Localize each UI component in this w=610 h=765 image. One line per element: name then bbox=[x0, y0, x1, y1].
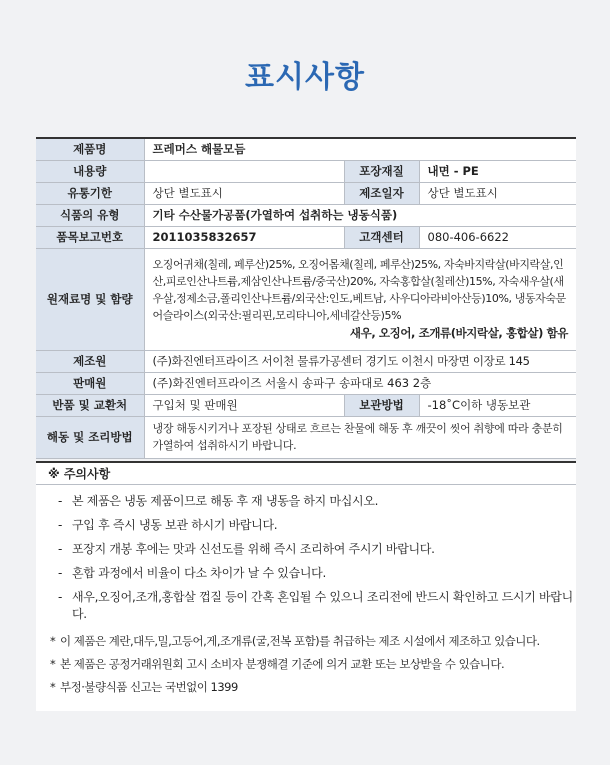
row-product-name bbox=[36, 138, 576, 160]
row-seller bbox=[36, 372, 576, 394]
manufacture-date-value: 상단 별도표시 bbox=[419, 182, 576, 204]
row-content bbox=[36, 160, 576, 182]
content-value bbox=[144, 160, 344, 182]
packaging-label: 포장재질 bbox=[344, 160, 419, 182]
ingredients-label: 원재료명 및 함량 bbox=[36, 248, 144, 350]
dash-bullet: - bbox=[58, 518, 63, 532]
product-name-label: 제품명 bbox=[36, 138, 144, 160]
page-title: 표시사항 bbox=[245, 60, 365, 95]
packaging-value: 내면 - PE bbox=[419, 160, 576, 182]
dash-bullet: - bbox=[58, 590, 63, 604]
row-report-no bbox=[36, 226, 576, 248]
asterisk-icon: * bbox=[50, 680, 56, 694]
report-no-label: 품목보고번호 bbox=[36, 226, 144, 248]
notice-item: - 본 제품은 냉동 제품이므로 해동 후 재 냉동을 하지 마십시오. bbox=[58, 494, 379, 508]
row-manufacturer bbox=[36, 350, 576, 372]
seller-value: (주)화진엔터프라이즈 서울시 송파구 송파대로 463 2층 bbox=[144, 372, 576, 394]
report-no-value: 2011035832657 bbox=[144, 226, 344, 248]
manufacturer-value: (주)화진엔터프라이즈 서이천 물류가공센터 경기도 이천시 마장면 이장로 145 bbox=[144, 350, 576, 372]
storage-label: 보관방법 bbox=[344, 394, 419, 416]
customer-center-value: 080-406-6622 bbox=[419, 226, 576, 248]
asterisk-icon: * bbox=[50, 634, 56, 648]
notice-item: - 구입 후 즉시 냉동 보관 하시기 바랍니다. bbox=[58, 518, 278, 532]
allergen-text: 새우, 오징어, 조개류(바지락살, 홍합살) 함유 bbox=[349, 326, 569, 340]
food-type-label: 식품의 유형 bbox=[36, 204, 144, 226]
cooking-value: 냉장 해동시키거나 포장된 상태로 흐르는 찬물에 해동 후 깨끗이 씻어 취향에 따라 충분히 가열하여 섭취하시기 바랍니다. bbox=[144, 416, 576, 458]
manufacturer-label: 제조원 bbox=[36, 350, 144, 372]
food-type-value: 기타 수산물가공품(가열하여 섭취하는 냉동식품) bbox=[144, 204, 576, 226]
footnote: * 본 제품은 공정거래위원회 고시 소비자 분쟁해결 기준에 의거 교환 또는 보상받을 수 있습니다. bbox=[50, 657, 505, 671]
seller-label: 판매원 bbox=[36, 372, 144, 394]
product-info-table bbox=[36, 137, 576, 459]
row-returns bbox=[36, 394, 576, 416]
ingredients-text: 오징어귀채(칠레, 페루산)25%, 오징어몸채(칠레, 페루산)25%, 자숙바지락살(바지락살,인산,피로인산나트륨,제삼인산나트륨/중국산)20%, 자숙홍합살(칠레산)15%, 자숙새우살(새우살,정제소금,폴리인산나트륨/외국산:인도,베트남, 사우디아라비아산등)10%, 냉동자숙문어슬라이스(외국산:필리핀,모리타니아,세네갈산등)5% bbox=[152, 258, 566, 322]
returns-value: 구입처 및 판매원 bbox=[144, 394, 344, 416]
notice-item: - 포장지 개봉 후에는 맛과 신선도를 위해 즉시 조리하여 주시기 바랍니다. bbox=[58, 542, 435, 556]
footnotes bbox=[36, 630, 576, 695]
footnote: * 이 제품은 계란,대두,밀,고등어,게,조개류(굴,전복 포함)를 취급하는 제조 시설에서 제조하고 있습니다. bbox=[50, 634, 540, 648]
ingredients-value bbox=[144, 248, 576, 350]
row-food-type bbox=[36, 204, 576, 226]
footnote: * 부정·불량식품 신고는 국번없이 1399 bbox=[50, 680, 238, 694]
manufacture-date-label: 제조일자 bbox=[344, 182, 419, 204]
product-name-value: 프레머스 해물모듬 bbox=[144, 138, 576, 160]
notice-box bbox=[36, 461, 576, 711]
expiry-value: 상단 별도표시 bbox=[144, 182, 344, 204]
notice-item: - 혼합 과정에서 비율이 다소 차이가 날 수 있습니다. bbox=[58, 566, 326, 580]
expiry-label: 유통기한 bbox=[36, 182, 144, 204]
asterisk-icon: * bbox=[50, 657, 56, 671]
row-ingredients bbox=[36, 248, 576, 350]
dash-bullet: - bbox=[58, 542, 63, 556]
storage-value: -18˚C이하 냉동보관 bbox=[419, 394, 576, 416]
dash-bullet: - bbox=[58, 566, 63, 580]
customer-center-label: 고객센터 bbox=[344, 226, 419, 248]
cooking-label: 해동 및 조리방법 bbox=[36, 416, 144, 458]
content-label: 내용량 bbox=[36, 160, 144, 182]
notice-list bbox=[36, 485, 576, 623]
notice-item: - 새우,오징어,조개,홍합살 껍질 등이 간혹 혼입될 수 있으니 조리전에 반드시 확인하고 드시기 바랍니다. bbox=[58, 590, 573, 621]
returns-label: 반품 및 교환처 bbox=[36, 394, 144, 416]
row-expiry bbox=[36, 182, 576, 204]
row-cooking bbox=[36, 416, 576, 458]
notice-heading: ※ 주의사항 bbox=[36, 461, 576, 485]
dash-bullet: - bbox=[58, 494, 63, 508]
